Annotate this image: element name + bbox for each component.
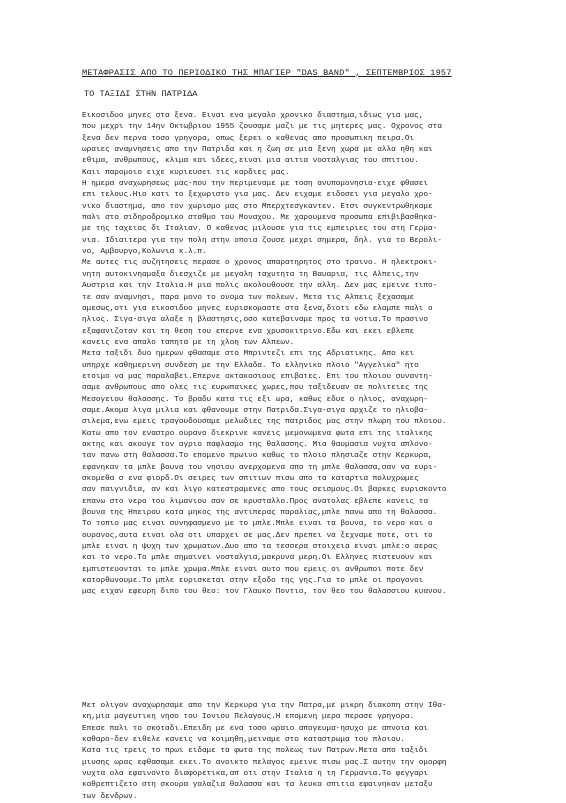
text-line: Μετα ταξιδι δυο ημερων φθασαμε στο Μπριντεζι επι της Αδριατικης. Απο κει — [82, 350, 415, 359]
text-line: σαμε.Ακομα λιγα μιλια και φθανουμε στην Πατριδα.Σιγα-σιγα αρχιζε το ηλιοβα- — [82, 406, 428, 415]
text-line: καθρεπτιζετο στη σκουρα γαλαζια θαλασσα και τα λευκα σπιτια εφαινηκαν μεταξυ — [82, 781, 433, 790]
text-line: ουρανος,αυτα ειναι ολα οτι υπαρχει σε μας.Δεν πρεπει να ξεχναμε ποτε, οτι το — [82, 531, 433, 540]
text-line: παλι στο σιδηροδρομικο σταθμο του Μοναχου. Με χαρουμενα προσωπα επιβιβασθηκα- — [82, 214, 438, 223]
text-line: ηλιος. Σιγα-σιγα αλαξε η βλαστησις,οσο κατεβαιναμε προς τα νοτια.Το πρασινο — [82, 316, 428, 325]
text-line: εφανηκαν τα μπλε βουνα του νησιου ανερχομενα απο τη μπλε θαλασσα,σαν να ευρι- — [82, 463, 438, 472]
text-line: καθαρο-δεν ειθελε κανεις να κοιμηθη,μειναμε στο καταστρωμα του πλοιου. — [82, 736, 405, 745]
text-line: με της ταχειας δι Ιταλιαν. Ο καθενας μιλουσε για τις εμπειριες του στη Γερμα- — [82, 225, 438, 234]
text-line: Μεσογειου θαλασσης. Το βραδυ κατα τις εξι ωρα, καθως εδυε ο ηλιος, αναχωρη- — [82, 395, 428, 404]
text-line: βουνα της Ηπειρου κατα μηκος της αντιπερας παραλιας,μπλε πανω απο τη θαλασσα. — [82, 509, 438, 518]
text-line: Επεσε παλι το σκοταδι.Επειδη με ενα τοσο ωραιο απογευμα-ησυχο με απνοια και — [82, 724, 428, 733]
text-line: επανω στο νερο του λιμανιου σαν σε κρυσταλλο.Προς ανατολας εβλεπε κανεις τα — [82, 497, 428, 506]
text-line: Με αυτες τις συζητησεις περασε ο χρονος απαρατηρητος στο τραινο. Η ηλεκτροκι- — [82, 259, 438, 268]
text-line: σαμε ανθρωπους απο ολες τις ευρωπαικες χωρες,που ταξιδευαν σε πολιτειες της — [82, 384, 428, 393]
text-line: κανεις ενα απαλο ταπητα με τη χλοη των Αλπεων. — [82, 338, 295, 347]
text-line: σαν παιγνιδια, αν και λιγο κατεστραμενες απο τους σεισμους.Οι βαρκες ευρισκοντο — [82, 486, 447, 495]
text-line: επι τελους.Ηιο κατι το ξεχωριστο για μας. Δεν ειχαμε ειδοσει για μεγαλο χρο- — [82, 191, 433, 200]
text-line: νητη αυτοκινηαμαξα διεσχιζε με μεγαλη ταχυτητα τη Βαυαρια, τις Αλπεις,την — [82, 270, 419, 279]
text-line: και το νερο.Το μπλε σημαινει νοσταλγια,μακρυνα μερη.Οι Ελληνες πιστευουν και — [82, 554, 433, 563]
text-line: νικο διαστημα, απο τον χωρισμο μας στο Μπερχτεσγκαντεν. Ετσι συγκεντρωθηκαμε — [82, 202, 433, 211]
text-line: Το τοπιο μας ειναι συνηφασμενο με το μπλε.Μπλε ειναι τα βουνα, το νερο και ο — [82, 520, 433, 529]
body-section-1 — [82, 111, 552, 599]
text-line: νια. Ιδιαιτερα για την πολη στην οποια ζουσε μεχρι σημερα, δηλ. για το Βερολι- — [82, 236, 442, 245]
text-line: σκομεθα σ ενα φιορδ.Οι σειρες των σπιτιων πισω απο τα καταρτια πολυχρωμες — [82, 475, 419, 483]
text-line: ωραιες αναμνησεις απο την Πατριδα και η ζωη σε μια ξενη χωρα με αλλα ηθη και — [82, 146, 433, 155]
text-line: νυχτα ολα εφαινοντο διαφορετικα,απ οτι στην Ιταλια η τη Γερμανια.Το φεγγαρι — [82, 770, 428, 779]
text-line: Η ημερα αναχωρησεως μας-που την περιμεναμε με τοση ανυπομονησια-ειχε φθασει — [82, 180, 428, 189]
text-line: Αυστρια και την Ιταλια.Η μια πολις ακολουθουσε την αλλη. Δεν μας εμεινε τιπο- — [82, 282, 438, 291]
text-line: Μετ ολιγον αναχωρησαμε απο την Κερκυρα για την Πατρα,με μικρη διακοπη στην Ιθα- — [82, 702, 447, 710]
text-line: εμπιστευονται το μπλε χρωμα.Μπλε ειναι αυτο που εμεις οι ανθρωποι ποτε δεν — [82, 565, 424, 574]
text-line: αμεσως,οτι για εικοσιδυο μηνες ευρισκομαστε στα ξενα,διοτι εδω ελαμπε παλι ο — [82, 304, 433, 313]
text-line: μας ειχαν εφευρη διπο του θεο: τον Γλαυκο Ποντιο, τον θεο του θαλασσιου κυανου. — [82, 588, 447, 597]
text-line: μπλε ειναι η ψυχη των χρωματων.Δυο απο τα τεσσερα στοιχεια ειναι μπλε:ο αερας — [82, 543, 438, 552]
text-line: ξενα δεν περνα τοσο γρηγορα, οπως ξερει ο καθενας απο προσωπικη πειρα.Οι — [82, 134, 415, 143]
document-title: ΤΟ ΤΑΞΙΔΙ ΣΤΗΝ ΠΑΤΡΙΔΑ — [84, 89, 198, 99]
text-line: Καιι παρομοιο ειχε κυριευσει τις καρδιες μας. — [82, 168, 290, 177]
text-line: υπηρχε καθημερινη συνδεση με την Ελλαδα. Το ελληνικο πλοιο "Αγγελικα" ητο — [82, 361, 419, 370]
text-line: μιυσης ωρας εφθασαμε εκει.Το ανοικτο πελαγος εμεινε πισω μας.Σ αυτην την ομορφη — [82, 758, 447, 767]
text-line: κατορθωνουμε.Το μπλε ευρισκεται στην εξοδο της γης.Για το μπλε οι προγονοι — [82, 577, 424, 586]
text-line: Κατα τις τρεις το πρωι ειδαμε τα φωτα της πολεως των Πατρων.Μετα απο ταξιδι — [82, 747, 428, 756]
text-line: ετοιμο να μας παραλαβει.Επερνε οκτακοσιους επιβατες. Επι του πλοιου συναντη- — [82, 372, 433, 381]
text-line: τε σαν αναμνησι, παρα μονο το ονομα των πολεων. Μετα τις Αλπεις ξεχασαμε — [82, 293, 415, 302]
text-line: νο, Αμβουργο,Κολωνια κ.λ.π. — [82, 248, 207, 257]
text-line: ακτης και ακουγε τον αγριο παφλασμο της θαλασσης. Μια θαυμασια νυχτα απλονο- — [82, 440, 433, 449]
text-line: ταν πανω στη θαλασσα.Το επομενο πρωινο καθως το πλοιο πλησιαζε στην Κερκυρα, — [82, 452, 433, 461]
text-line: Εικοσιδυο μηνες στα ξενα. Ειναι ενα μεγαλο χρονικο διαστημα,ιδιως για μας, — [82, 112, 424, 120]
text-line: εθιμα, ανθρωπους, κλιμα και ιδεες,ειναι μια αιτια νοσταλγιας του σπιτιου. — [82, 157, 419, 166]
text-line: που μεχρι την 14ην Οκτωβριου 1955 ζουσαμε μαζι με τις μητερες μας. Οχρονος στα — [82, 123, 442, 132]
text-line: σιλεμα,ενω εμεις τραγουδουσαμε μελωδιες της πατριδος μας στην πλωρη του πλοιου. — [82, 418, 447, 427]
text-line: κη,μια μαγευτικη νησο του Ιονιου Πελαγους.Η επομενη μερα περασε γρηγορα. — [82, 713, 415, 722]
text-line: των δενδρων. — [82, 792, 138, 801]
text-line: εξαφανιζοταν και τη θεση του επερνε ενα χρυσοκιτρινο.Εδω και εκει εβλεπε — [82, 327, 415, 336]
body-section-2 — [82, 701, 552, 803]
text-line: Κατω απο τον εναστρο ουρανο διεκρινε κανεις μεμονωμενα φωτα επι της ιταλικης — [82, 429, 433, 438]
document-header: ΜΕΤΑΦΡΑΣΙΣ ΑΠΟ ΤΟ ΠΕΡΙΟΔΙΚΟ ΤΗΣ ΜΠΑΓΙΕΡ "DAS BAND" , ΣΕΠΤΕΜΒΡΙΟΣ 1957 — [82, 68, 452, 78]
